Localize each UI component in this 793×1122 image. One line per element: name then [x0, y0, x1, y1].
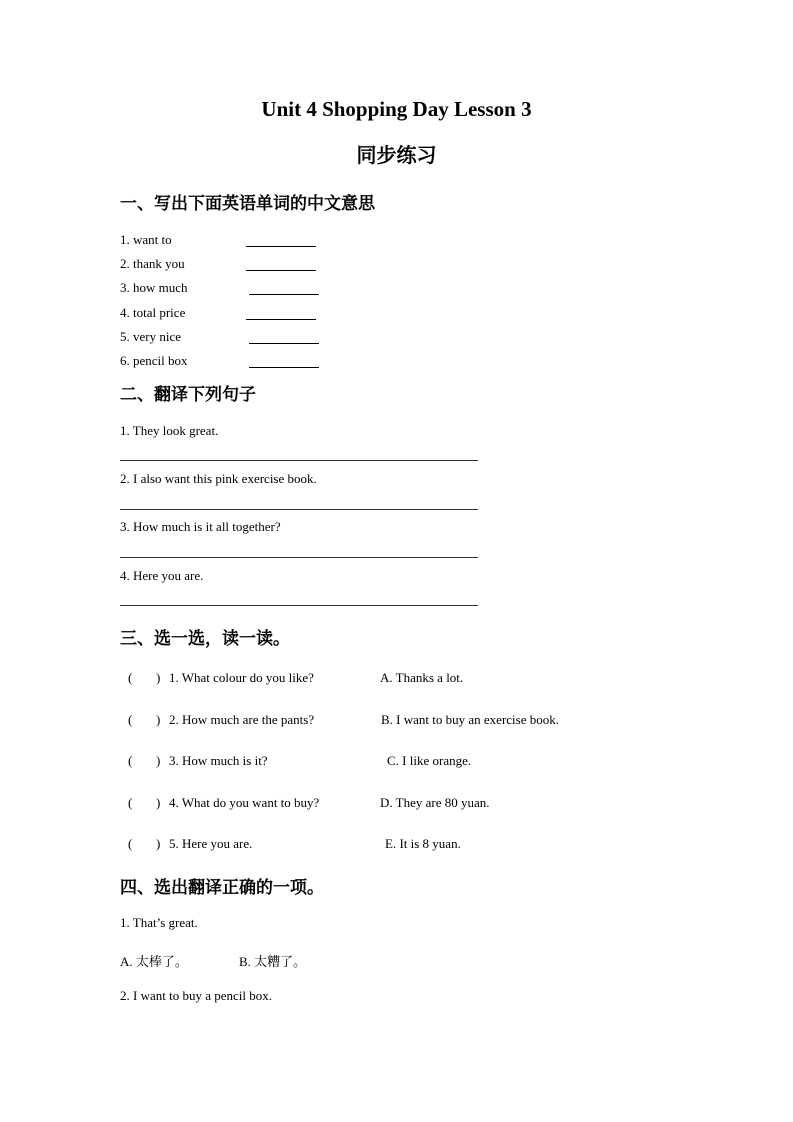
section-1-heading: 一、写出下面英语单词的中文意思: [120, 194, 375, 214]
bracket-open[interactable]: (: [128, 795, 133, 810]
translation-line[interactable]: [120, 509, 478, 510]
sentence-item: 2. I also want this pink exercise book.: [120, 471, 317, 486]
vocab-item: 2. thank you: [120, 256, 185, 271]
question-text: 2. How much are the pants?: [169, 712, 315, 727]
question-text: 3. How much is it?: [169, 753, 268, 768]
sentence-item: 4. Here you are.: [120, 568, 204, 583]
answer-blank[interactable]: [249, 294, 319, 295]
translation-line[interactable]: [120, 460, 478, 461]
sentence-item: 1. They look great.: [120, 423, 219, 438]
option-b[interactable]: B. 太糟了。: [239, 954, 307, 969]
answer-blank[interactable]: [246, 270, 316, 271]
bracket-close: ): [156, 795, 161, 810]
answer-blank[interactable]: [249, 343, 319, 344]
bracket-open[interactable]: (: [128, 670, 133, 685]
section-2-heading: 二、翻译下列句子: [120, 385, 256, 405]
section-3-heading: 三、选一选，读一读。: [120, 629, 290, 649]
vocab-item: 1. want to: [120, 232, 172, 247]
sentence-item: 3. How much is it all together?: [120, 519, 281, 534]
bracket-close: ): [156, 712, 161, 727]
translation-line[interactable]: [120, 557, 478, 558]
vocab-item: 3. how much: [120, 280, 188, 295]
vocab-item: 6. pencil box: [120, 353, 188, 368]
answer-option: A. Thanks a lot.: [380, 670, 464, 685]
bracket-close: ): [156, 753, 161, 768]
answer-blank[interactable]: [246, 246, 316, 247]
section-4-heading: 四、选出翻译正确的一项。: [120, 878, 324, 898]
answer-option: B. I want to buy an exercise book.: [381, 712, 559, 727]
bracket-open[interactable]: (: [128, 712, 133, 727]
bracket-close: ): [156, 670, 161, 685]
question-text: 4. What do you want to buy?: [169, 795, 320, 810]
answer-blank[interactable]: [246, 319, 316, 320]
answer-blank[interactable]: [249, 367, 319, 368]
answer-option: D. They are 80 yuan.: [380, 795, 490, 810]
answer-option: C. I like orange.: [387, 753, 472, 768]
question-text: 5. Here you are.: [169, 836, 253, 851]
bracket-open[interactable]: (: [128, 836, 133, 851]
bracket-close: ): [156, 836, 161, 851]
translation-line[interactable]: [120, 605, 478, 606]
question-text: 1. What colour do you like?: [169, 670, 314, 685]
vocab-item: 4. total price: [120, 305, 186, 320]
document-subtitle: 同步练习: [356, 143, 437, 167]
vocab-item: 5. very nice: [120, 329, 182, 344]
option-a[interactable]: A. 太棒了。: [120, 954, 188, 969]
bracket-open[interactable]: (: [128, 753, 133, 768]
document-title: Unit 4 Shopping Day Lesson 3: [261, 97, 532, 121]
question-text: 1. That’s great.: [120, 915, 198, 930]
answer-option: E. It is 8 yuan.: [385, 836, 461, 851]
question-text: 2. I want to buy a pencil box.: [120, 988, 272, 1003]
